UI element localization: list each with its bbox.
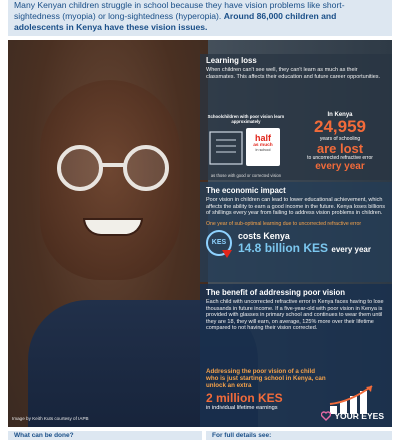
book-graphic <box>206 114 285 178</box>
what-can-be-done-banner <box>8 431 202 440</box>
heart-icon <box>321 411 331 421</box>
learning-loss-body: When children can't see well, they can't learn as much as their classmates. This affects their education and future career opportunities. <box>206 67 381 80</box>
every-year: every year <box>331 244 371 254</box>
kenya-schooling-stat <box>292 112 388 172</box>
earnings-label: in individual lifetime earnings <box>206 405 278 411</box>
in-school-label: in school <box>255 148 271 152</box>
kes-label: KES <box>211 239 227 247</box>
years-value: 24,959 <box>314 117 366 136</box>
economic-sub: One year of sub-optimal learning due to uncorrected refractive error <box>206 220 362 227</box>
are-lost-label: are lost <box>316 141 364 156</box>
costs-label: costs Kenya <box>238 230 290 241</box>
book-label: Schoolchildren with poor vision learn approximately <box>207 114 285 124</box>
book-caption: as those with good or corrected vision <box>210 173 282 178</box>
learning-loss-panel <box>200 54 392 180</box>
cost-amount <box>238 241 371 255</box>
benefit-panel <box>200 284 392 427</box>
kenya-label: In Kenya <box>327 112 353 118</box>
economic-heading: The economic impact <box>206 186 286 195</box>
intro-text: Many Kenyan children struggle in school because they have vision problems like short-sightedness (myopia) or long-sightedness (hyperopia). <box>14 0 345 21</box>
photo-credit: Image by Keith Kuts courtesy of IAPB <box>12 416 89 421</box>
your-eyes-logo <box>321 411 384 421</box>
unlock-text: Addressing the poor vision of a child who is just starting school in Kenya, can unlock an extra <box>206 368 326 389</box>
economic-panel <box>200 182 392 282</box>
full-details: For full details see: <box>212 432 272 439</box>
open-book-icon <box>208 128 246 166</box>
as-much-label: as much <box>253 143 273 148</box>
benefit-heading: The benefit of addressing poor vision <box>206 288 346 297</box>
smile <box>83 218 143 236</box>
boy-photo <box>8 40 208 427</box>
infographic <box>8 40 392 427</box>
benefit-body: Each child with uncorrected refractive error in Kenya faces having to lose thousands in future income. If a five-year-old with poor vision in Kenya is provided with glasses in primary school and continues to wear them until they are 18, they will earn, on average, 125% more over their lifetime compared to not having their vision corrected. <box>206 299 384 332</box>
kes-cost-row <box>206 230 386 256</box>
half-value: half <box>254 133 271 143</box>
glasses-icon <box>48 145 178 191</box>
economic-body: Poor vision in children can lead to lower educational achievement, which affects the ability to earn a good income in the future. Kenya loses billions of shillings every year from failing to address vision problems in children. <box>206 197 386 217</box>
intro-bold: Around 86,000 children and adolescents in Kenya have these vision issues. <box>14 11 337 32</box>
full-details-banner <box>206 431 392 440</box>
rising-bars-icon <box>328 384 380 414</box>
down-arrow-icon <box>222 250 232 258</box>
half-book-graphic <box>246 128 280 166</box>
years-label: years of schooling <box>319 136 361 142</box>
money-value: 2 million KES <box>206 391 283 405</box>
learning-loss-heading: Learning loss <box>206 56 257 65</box>
brand-name: YOUR EYES <box>334 411 384 421</box>
kes-coin-icon <box>206 230 232 256</box>
unlock-stat <box>206 368 326 411</box>
to-error-label: to uncorrected refractive error <box>307 155 373 161</box>
every-year-label: every year <box>315 161 365 172</box>
what-can-be-done: What can be done? <box>14 432 74 439</box>
intro-banner <box>8 0 392 36</box>
amount-value: 14.8 billion KES <box>238 240 329 255</box>
kes-cost-text <box>238 231 371 255</box>
